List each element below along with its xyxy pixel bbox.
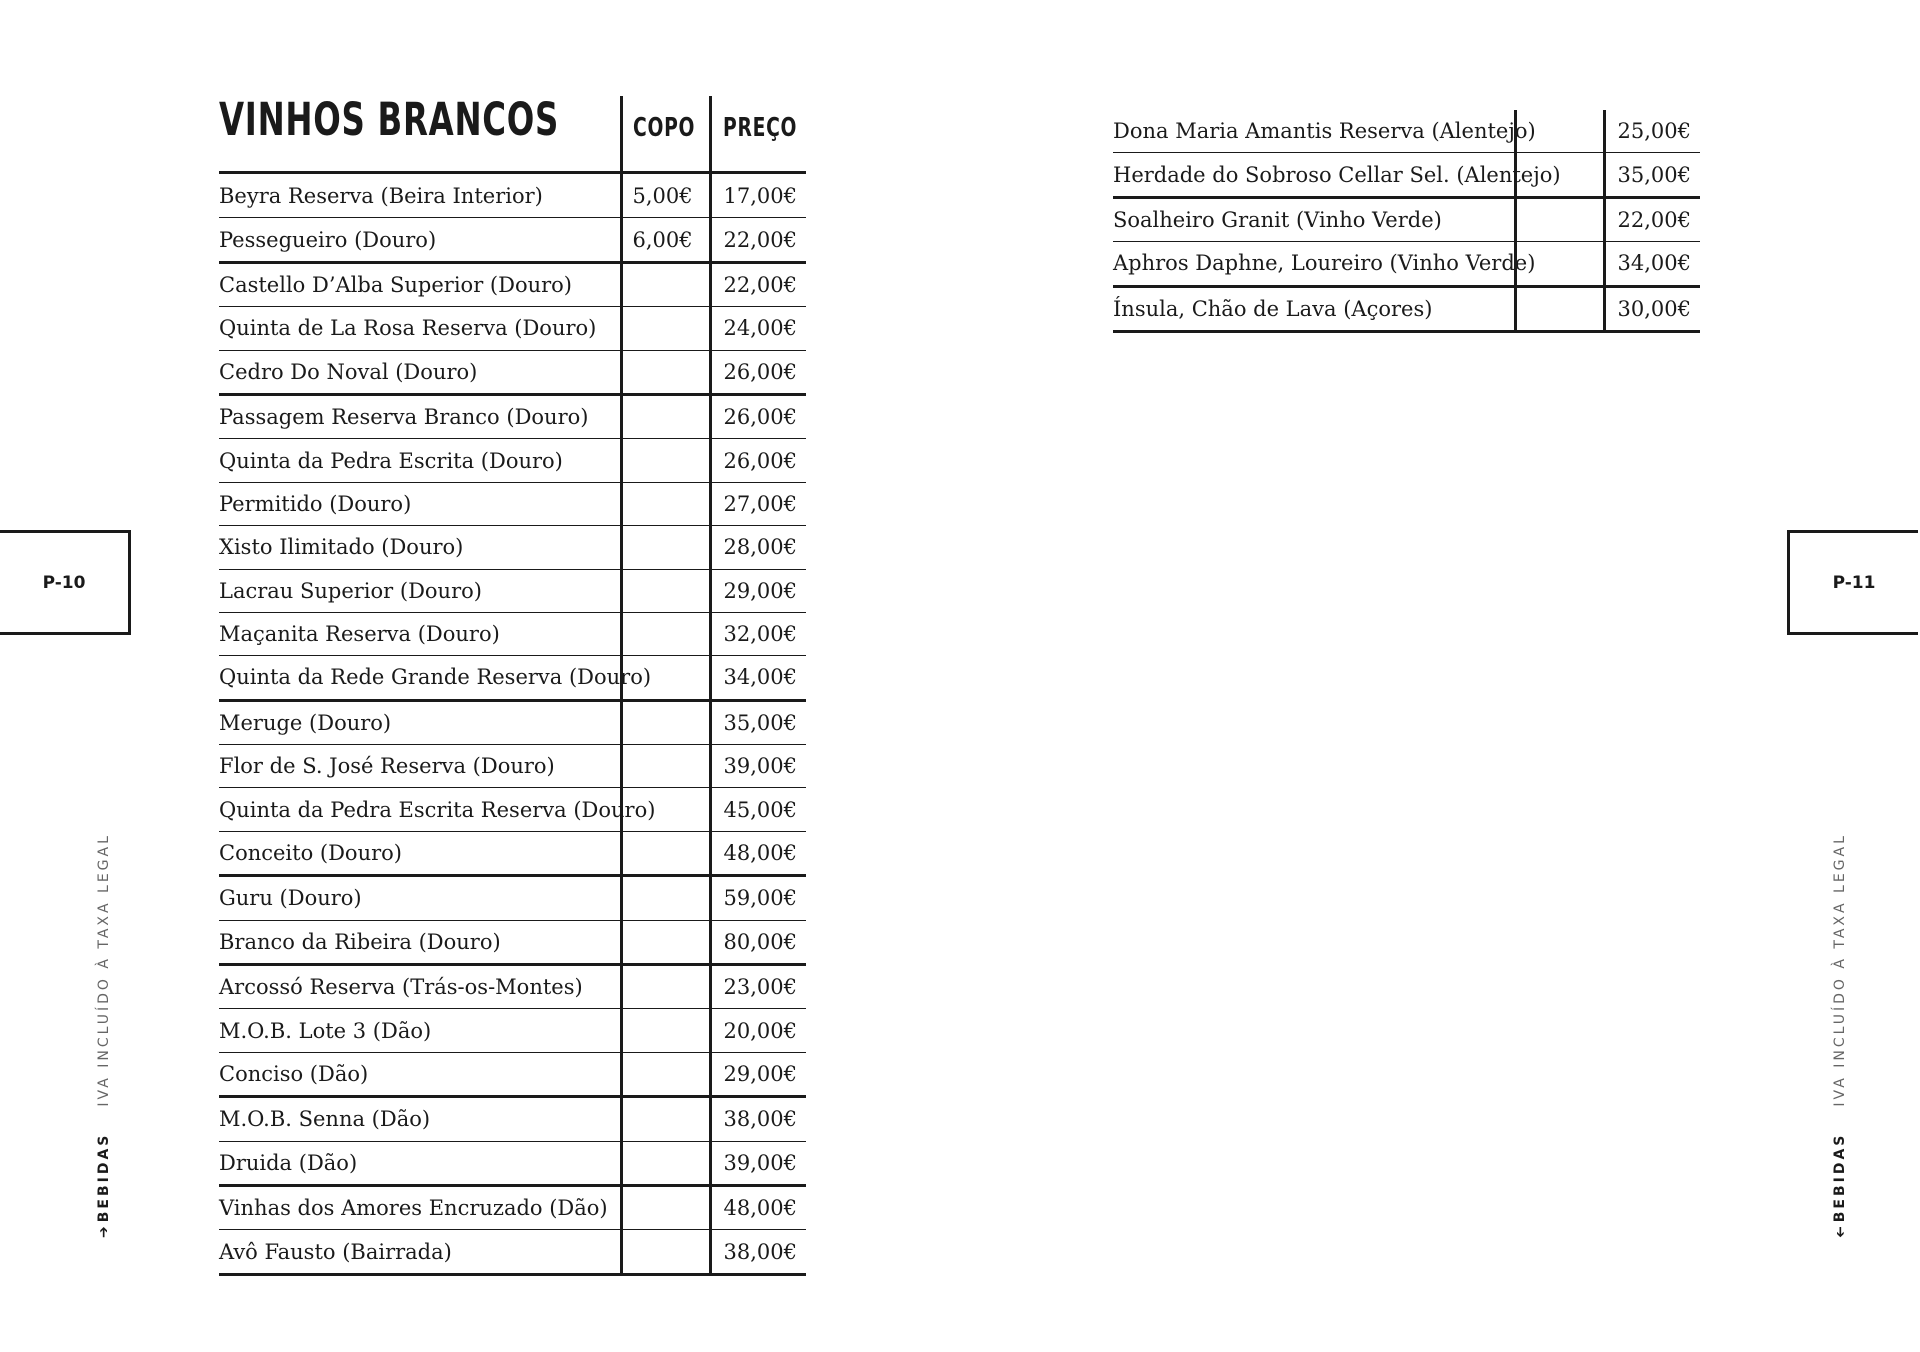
- bottle-price: 29,00€: [710, 1052, 806, 1096]
- wine-row: [219, 439, 806, 482]
- wine-row: [219, 1052, 806, 1096]
- header-divider-copo: [620, 96, 623, 176]
- glass-price: [621, 700, 710, 744]
- wine-row: [219, 876, 806, 920]
- bottle-price: 30,00€: [1604, 286, 1700, 331]
- wine-row: [219, 788, 806, 831]
- wine-row: [219, 394, 806, 438]
- wine-name: Permitido (Douro): [219, 482, 621, 525]
- wine-name: Conciso (Dão): [219, 1052, 621, 1096]
- page-number: P-10: [42, 572, 86, 593]
- wine-name: Cedro Do Noval (Douro): [219, 350, 621, 394]
- wine-name: Vinhas dos Amores Encruzado (Dão): [219, 1185, 621, 1229]
- bottle-price: 38,00€: [710, 1230, 806, 1274]
- bottle-price: 45,00€: [710, 788, 806, 831]
- glass-price: [621, 745, 710, 788]
- wine-row: [219, 656, 806, 700]
- bottle-price: 20,00€: [710, 1009, 806, 1052]
- wine-row: [219, 482, 806, 525]
- bottle-price: 59,00€: [710, 876, 806, 920]
- wine-name: Maçanita Reserva (Douro): [219, 612, 621, 655]
- wine-name: Quinta da Pedra Escrita (Douro): [219, 439, 621, 482]
- wine-row: [219, 307, 806, 350]
- side-section-label: BEBIDAS: [1832, 1132, 1848, 1223]
- glass-price: [621, 1185, 710, 1229]
- bottle-price: 29,00€: [710, 569, 806, 612]
- wine-row: [1113, 110, 1700, 153]
- glass-price: [621, 569, 710, 612]
- bottle-price: 28,00€: [710, 526, 806, 569]
- tax-note: IVA INCLUÍDO À TAXA LEGAL: [96, 833, 112, 1107]
- down-arrow-icon: ➔: [96, 1226, 112, 1238]
- section-title: VINHOS BRANCOS: [219, 93, 560, 146]
- wine-row: [1113, 197, 1700, 241]
- glass-price: [621, 262, 710, 306]
- bottle-price: 34,00€: [710, 656, 806, 700]
- wine-name: Conceito (Douro): [219, 831, 621, 875]
- glass-price: [621, 394, 710, 438]
- glass-price: [621, 965, 710, 1009]
- wine-name: Passagem Reserva Branco (Douro): [219, 394, 621, 438]
- wine-row: [1113, 286, 1700, 331]
- wine-name: Guru (Douro): [219, 876, 621, 920]
- bottle-price: 26,00€: [710, 350, 806, 394]
- page-tab: [0, 530, 131, 635]
- wine-name: M.O.B. Senna (Dão): [219, 1097, 621, 1141]
- wine-row: [219, 218, 806, 262]
- wine-name: Quinta da Pedra Escrita Reserva (Douro): [219, 788, 621, 831]
- wine-name: Meruge (Douro): [219, 700, 621, 744]
- wine-name: Herdade do Sobroso Cellar Sel. (Alentejo): [1113, 153, 1515, 197]
- wine-name: M.O.B. Lote 3 (Dão): [219, 1009, 621, 1052]
- wine-name: Lacrau Superior (Douro): [219, 569, 621, 612]
- tax-note: IVA INCLUÍDO À TAXA LEGAL: [1832, 833, 1848, 1107]
- bottle-price: 22,00€: [710, 218, 806, 262]
- side-note: [80, 833, 112, 1250]
- bottle-price: 23,00€: [710, 965, 806, 1009]
- glass-price: [1515, 197, 1604, 241]
- bottle-price: 17,00€: [710, 175, 806, 218]
- glass-price: [621, 1141, 710, 1185]
- wine-row: [1113, 242, 1700, 286]
- bottle-price: 39,00€: [710, 745, 806, 788]
- glass-price: [621, 1009, 710, 1052]
- white-wine-table: [219, 175, 806, 1276]
- wine-row: [219, 1185, 806, 1229]
- glass-price: [621, 1097, 710, 1141]
- wine-row: [219, 1097, 806, 1141]
- wine-name: Xisto Ilimitado (Douro): [219, 526, 621, 569]
- header-rule: [219, 171, 806, 174]
- wine-name: Druida (Dão): [219, 1141, 621, 1185]
- bottle-price: 26,00€: [710, 394, 806, 438]
- wine-row: [219, 965, 806, 1009]
- wine-name: Dona Maria Amantis Reserva (Alentejo): [1113, 110, 1515, 153]
- wine-row: [219, 1009, 806, 1052]
- glass-price: [621, 526, 710, 569]
- glass-column-header: COPO: [633, 113, 696, 143]
- wine-name: Flor de S. José Reserva (Douro): [219, 745, 621, 788]
- page-tab: [1787, 530, 1918, 635]
- wine-row: [219, 526, 806, 569]
- bottle-price: 38,00€: [710, 1097, 806, 1141]
- header-divider-preco: [709, 96, 712, 176]
- wine-name: Castello D’Alba Superior (Douro): [219, 262, 621, 306]
- wine-row: [219, 175, 806, 218]
- bottle-price: 48,00€: [710, 831, 806, 875]
- glass-price: [621, 1230, 710, 1274]
- glass-price: [621, 920, 710, 964]
- glass-price: [621, 307, 710, 350]
- wine-name: Branco da Ribeira (Douro): [219, 920, 621, 964]
- wine-name: Beyra Reserva (Beira Interior): [219, 175, 621, 218]
- wine-name: Soalheiro Granit (Vinho Verde): [1113, 197, 1515, 241]
- bottle-price: 48,00€: [710, 1185, 806, 1229]
- wine-row: [219, 262, 806, 306]
- glass-price: [621, 612, 710, 655]
- wine-row: [219, 920, 806, 964]
- bottle-price: 24,00€: [710, 307, 806, 350]
- wine-name: Avô Fausto (Bairrada): [219, 1230, 621, 1274]
- page-number: P-11: [1832, 572, 1876, 593]
- glass-price: [1515, 286, 1604, 331]
- bottle-price: 22,00€: [710, 262, 806, 306]
- glass-price: [621, 439, 710, 482]
- bottle-price: 26,00€: [710, 439, 806, 482]
- bottle-price: 39,00€: [710, 1141, 806, 1185]
- wine-row: [219, 700, 806, 744]
- wine-row: [219, 745, 806, 788]
- price-column-header: PREÇO: [723, 113, 798, 143]
- bottle-price: 35,00€: [710, 700, 806, 744]
- bottle-price: 35,00€: [1604, 153, 1700, 197]
- wine-name: Pessegueiro (Douro): [219, 218, 621, 262]
- wine-row: [219, 612, 806, 655]
- wine-row: [219, 1230, 806, 1274]
- wine-row: [1113, 153, 1700, 197]
- wine-name: Quinta de La Rosa Reserva (Douro): [219, 307, 621, 350]
- glass-price: 6,00€: [621, 218, 710, 262]
- up-arrow-icon: ➔: [1832, 1226, 1848, 1238]
- glass-price: [621, 1052, 710, 1096]
- wine-row: [219, 1141, 806, 1185]
- wine-name: Aphros Daphne, Loureiro (Vinho Verde): [1113, 242, 1515, 286]
- side-note: [1816, 833, 1848, 1250]
- wine-row: [219, 831, 806, 875]
- glass-price: 5,00€: [621, 175, 710, 218]
- wine-row: [219, 350, 806, 394]
- bottle-price: 34,00€: [1604, 242, 1700, 286]
- bottle-price: 25,00€: [1604, 110, 1700, 153]
- bottle-price: 32,00€: [710, 612, 806, 655]
- bottle-price: 22,00€: [1604, 197, 1700, 241]
- glass-price: [621, 876, 710, 920]
- glass-price: [621, 482, 710, 525]
- bottle-price: 27,00€: [710, 482, 806, 525]
- wine-name: Quinta da Rede Grande Reserva (Douro): [219, 656, 621, 700]
- wine-name: Arcossó Reserva (Trás-os-Montes): [219, 965, 621, 1009]
- white-wine-table-continued: [1113, 110, 1700, 333]
- wine-name: Ínsula, Chão de Lava (Açores): [1113, 286, 1515, 331]
- glass-price: [621, 350, 710, 394]
- wine-row: [219, 569, 806, 612]
- side-section-label: BEBIDAS: [96, 1132, 112, 1223]
- bottle-price: 80,00€: [710, 920, 806, 964]
- glass-price: [621, 831, 710, 875]
